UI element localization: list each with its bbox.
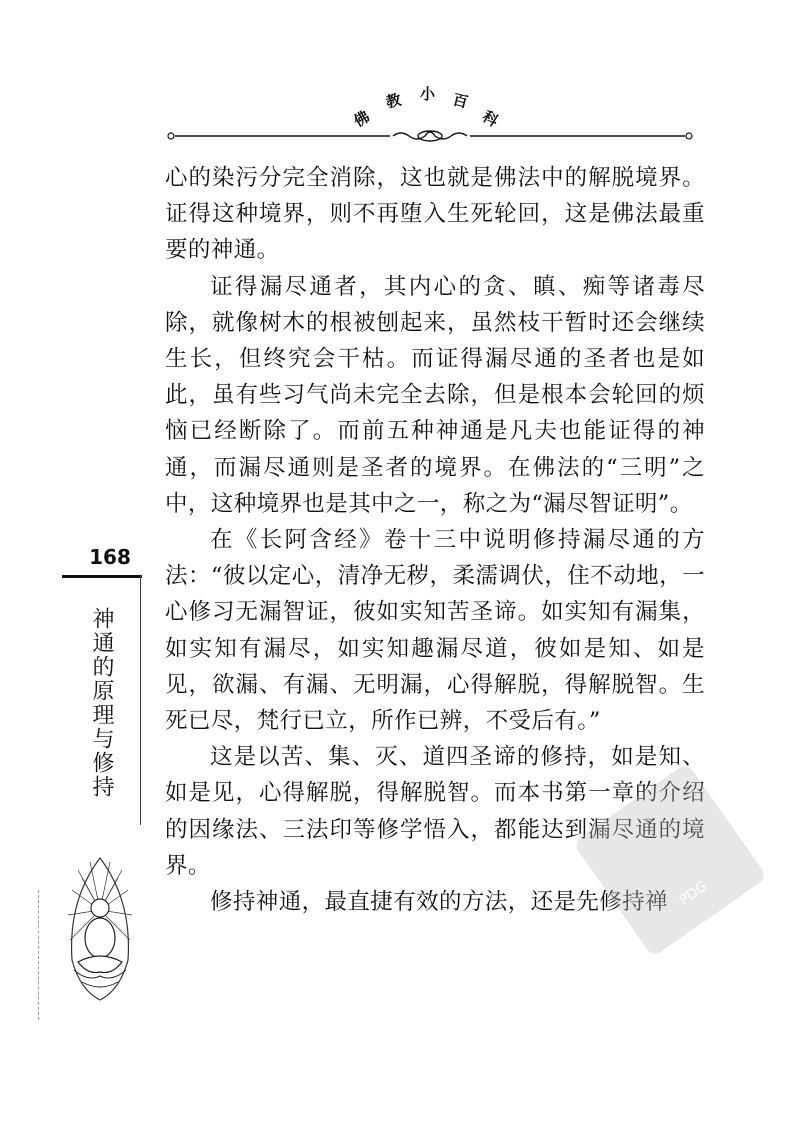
running-header-title [340,80,510,130]
paragraph-2: 证得漏尽通者，其内心的贪、瞋、痴等诸毒尽除，就像树木的根被刨起来，虽然枝干暂时还会继续生长，但终究会干枯。而证得漏尽通的圣者也是如此，虽有些习气尚未完全去除，但是根本会轮回的烦恼已经断除了。而前五种神通是凡夫也能证得的神通，而漏尽通则是圣者的境界。在佛法的“三明”之中，这种境界也是其中之一，称之为“漏尽智证明”。 [165,273,705,517]
paragraph-5: 修持神通，最直捷有效的方法，还是先修持禅 [210,889,669,916]
watermark-stamp [575,765,765,955]
header-char-5: 科 [479,107,502,131]
watermark-label: PDG [676,878,711,909]
paragraph-4: 这是以苦、集、灭、道四圣谛的修持，如是知、如是见，心得解脱，得解脱智。而本书第一章的介绍的因缘法、三法印等修学悟入，都能达到漏尽通的境界。 [165,744,705,879]
left-edge-dash [38,890,40,1020]
header-char-1: 佛 [350,107,373,131]
page-number: 168 [89,545,131,569]
header-char-3: 小 [420,85,436,103]
paragraph-3: 在《长阿含经》卷十三中说明修持漏尽通的方法：“彼以定心，清净无秽，柔濡调伏，住不动地，一心修习无漏智证，彼如实知苦圣谛。如实知有漏集，如实知有漏尽，如实知趣漏尽道，彼如是知、如是见，欲漏、有漏、无明漏，心得解脱，得解脱智。生死已尽，梵行已立，所作已辨，不受后有。” [165,527,705,735]
chapter-title-vertical: 神通的原理与修持 [89,607,114,799]
header-char-4: 百 [450,90,470,112]
page-number-rule [62,575,142,578]
paragraph-1: 心的染污分完全消除，这也就是佛法中的解脱境界。证得这种境界，则不再堕入生死轮回，这是佛法最重要的神通。 [165,165,705,264]
header-char-2: 教 [384,90,403,112]
buddha-figure-icon [60,850,140,1010]
header-ornament-rule [165,130,695,142]
margin-divider-line [140,575,141,825]
